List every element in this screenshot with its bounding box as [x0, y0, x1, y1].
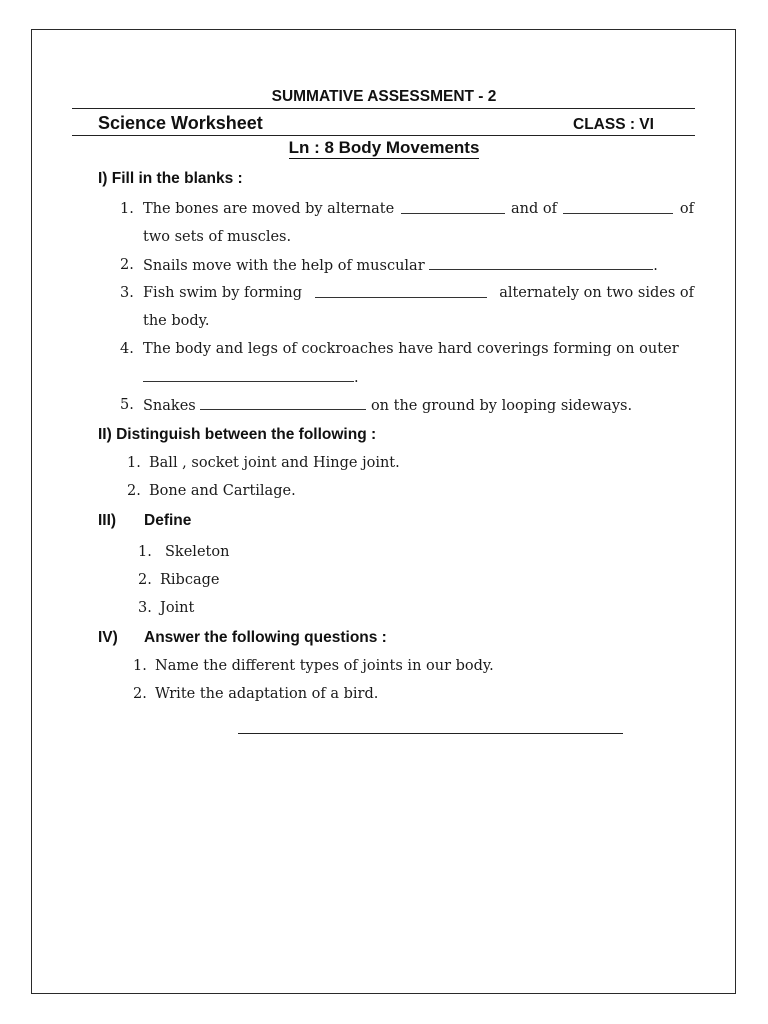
section-1-title: I) Fill in the blanks : — [98, 170, 243, 187]
q3-line1 — [143, 285, 694, 301]
q3-text-b: alternately on two sides of — [499, 285, 694, 301]
q1-blank-1[interactable] — [401, 201, 505, 214]
class-label: CLASS : VI — [573, 116, 654, 133]
s3-item3-number: 3. — [138, 600, 152, 616]
section-4-heading: Answer the following questions : — [144, 629, 387, 646]
s4-item2: Write the adaptation of a bird. — [155, 686, 379, 702]
s3-item1: Skeleton — [165, 544, 230, 560]
q5-number: 5. — [120, 397, 134, 413]
closing-rule — [238, 733, 623, 734]
assessment-title: SUMMATIVE ASSESSMENT - 2 — [271, 88, 497, 105]
s3-item3: Joint — [160, 600, 195, 616]
q1-line2: two sets of muscles. — [143, 229, 292, 245]
q3-number: 3. — [120, 285, 134, 301]
q2-end: . — [653, 258, 658, 274]
s3-item2-number: 2. — [138, 572, 152, 588]
q3-text-a: Fish swim by forming — [143, 285, 303, 301]
q5-line — [143, 397, 632, 414]
q4-line1 — [143, 341, 694, 357]
s3-item1-number: 1. — [138, 544, 152, 560]
q2-text: Snails move with the help of muscular — [143, 258, 425, 274]
q1-line1 — [143, 201, 694, 217]
section-3-number: III) — [98, 512, 117, 529]
header-rule-bottom — [72, 135, 695, 136]
q5-text-b: on the ground by looping sideways. — [370, 398, 633, 414]
q4-line2 — [143, 369, 359, 386]
q2-blank[interactable] — [429, 257, 653, 270]
q2-number: 2. — [120, 257, 134, 273]
lesson-title-text: Ln : 8 Body Movements — [288, 138, 480, 157]
q1-text-c: of — [679, 201, 694, 217]
q5-blank[interactable] — [200, 397, 366, 410]
s4-item2-number: 2. — [133, 686, 147, 702]
s2-item2-number: 2. — [127, 483, 141, 499]
q4-end: . — [354, 370, 359, 386]
q1-text-a: The bones are moved by alternate — [143, 201, 395, 217]
section-2-title: II) Distinguish between the following : — [98, 426, 377, 443]
s4-item1-number: 1. — [133, 658, 147, 674]
q5-text-a: Snakes — [143, 398, 196, 414]
q4-blank[interactable] — [143, 369, 354, 382]
s2-item1-number: 1. — [127, 455, 141, 471]
s3-item2: Ribcage — [160, 572, 220, 588]
section-4-number: IV) — [98, 629, 118, 646]
q4-number: 4. — [120, 341, 134, 357]
s4-item1: Name the different types of joints in our body. — [155, 658, 494, 674]
lesson-title — [0, 138, 768, 158]
worksheet-title: Science Worksheet — [98, 113, 263, 133]
q1-number: 1. — [120, 201, 134, 217]
section-3-heading: Define — [144, 512, 192, 529]
s2-item2: Bone and Cartilage. — [149, 483, 296, 499]
header-rule-top — [72, 108, 695, 109]
q3-blank[interactable] — [315, 285, 487, 298]
q4-text: The body and legs of cockroaches have hard coverings forming on outer — [143, 341, 679, 357]
q1-blank-2[interactable] — [563, 201, 673, 214]
q1-text-b: and of — [511, 201, 558, 217]
q3-line2: the body. — [143, 313, 210, 329]
s2-item1: Ball , socket joint and Hinge joint. — [149, 455, 400, 471]
q2-line — [143, 257, 658, 274]
